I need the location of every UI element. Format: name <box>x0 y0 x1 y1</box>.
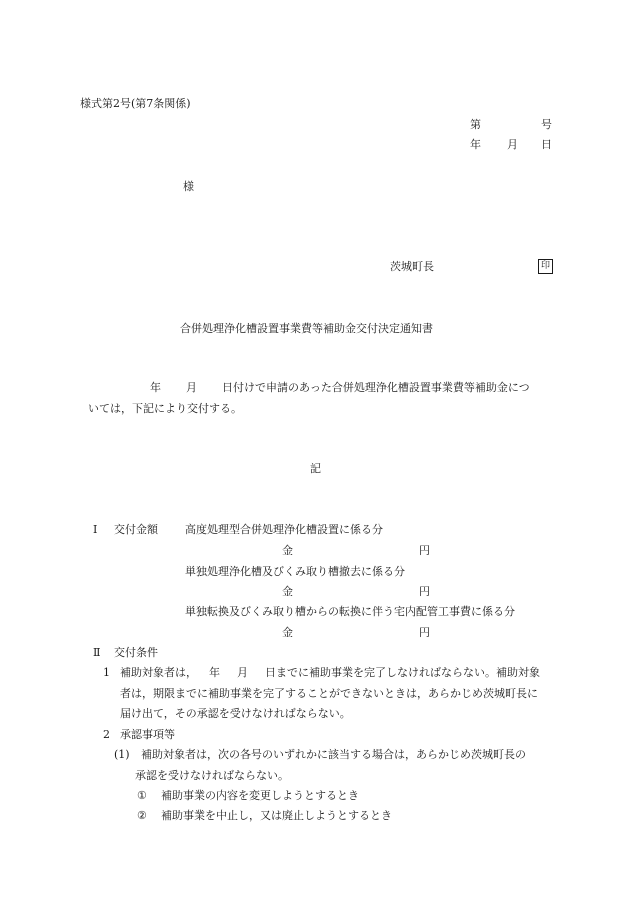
amount-item-2-kin: 金 <box>282 585 293 598</box>
seal-box <box>538 259 553 274</box>
ki-label: 記 <box>310 462 321 475</box>
condition-1-line-2: 者は，期限までに補助事業を完了することができないときは，あらかじめ茨城町長に <box>120 687 538 700</box>
date-month: 月 <box>507 138 518 151</box>
amount-item-2-label: 単独処理浄化槽及びくみ取り槽撤去に係る分 <box>185 565 405 578</box>
condition-1-number: 1 <box>103 666 110 679</box>
condition-2-number: 2 <box>103 728 110 741</box>
list-item-1-text: 補助事業の内容を変更しようとするとき <box>161 789 359 802</box>
condition-1-line-1a: 補助対象者は， <box>120 666 197 679</box>
sub-item-1-line-2: 承認を受けなければならない。 <box>135 769 289 782</box>
body-month: 月 <box>186 381 197 394</box>
amount-item-3-label: 単独転換及びくみ取り槽からの転換に伴う宅内配管工事費に係る分 <box>185 605 515 618</box>
sub-item-1-line-1: 補助対象者は，次の各号のいずれかに該当する場合は，あらかじめ茨城町長の <box>141 748 526 761</box>
date-year: 年 <box>470 138 481 151</box>
issuer: 茨城町長 <box>390 260 434 273</box>
sub-item-1-number: (1) <box>114 748 130 761</box>
condition-1-line-3: 届け出て，その承認を受けなければならない。 <box>120 707 351 720</box>
seal-label: 印 <box>540 261 550 271</box>
body-line-1: 日付けで申請のあった合併処理浄化槽設置事業費等補助金につ <box>222 381 530 394</box>
doc-number-go: 号 <box>541 118 552 131</box>
section2-heading: 交付条件 <box>114 646 158 659</box>
condition-1-month: 月 <box>237 666 248 679</box>
condition-1-year: 年 <box>209 666 220 679</box>
doc-number-dai: 第 <box>470 118 481 131</box>
list-item-2-mark: ② <box>137 809 147 822</box>
body-line-2: いては，下記により交付する。 <box>88 402 242 415</box>
form-number: 様式第2号(第7条関係) <box>80 97 191 110</box>
section1-numeral: Ⅰ <box>93 523 98 536</box>
amount-item-3-yen: 円 <box>419 626 430 639</box>
section1-heading: 交付金額 <box>114 523 158 536</box>
section2-numeral: Ⅱ <box>93 646 101 659</box>
amount-item-2-yen: 円 <box>419 585 430 598</box>
amount-item-1-label: 高度処理型合併処理浄化槽設置に係る分 <box>185 523 383 536</box>
document-title: 合併処理浄化槽設置事業費等補助金交付決定通知書 <box>180 322 433 335</box>
body-year: 年 <box>150 381 161 394</box>
condition-2-heading: 承認事項等 <box>120 728 175 741</box>
list-item-1-mark: ① <box>137 789 147 802</box>
condition-1-line-1b: 日までに補助事業を完了しなければならない。補助対象 <box>265 666 540 679</box>
amount-item-1-yen: 円 <box>419 544 430 557</box>
date-day: 日 <box>541 138 552 151</box>
amount-item-1-kin: 金 <box>282 544 293 557</box>
addressee-suffix: 様 <box>183 180 194 193</box>
list-item-2-text: 補助事業を中止し，又は廃止しようとするとき <box>161 809 392 822</box>
amount-item-3-kin: 金 <box>282 626 293 639</box>
